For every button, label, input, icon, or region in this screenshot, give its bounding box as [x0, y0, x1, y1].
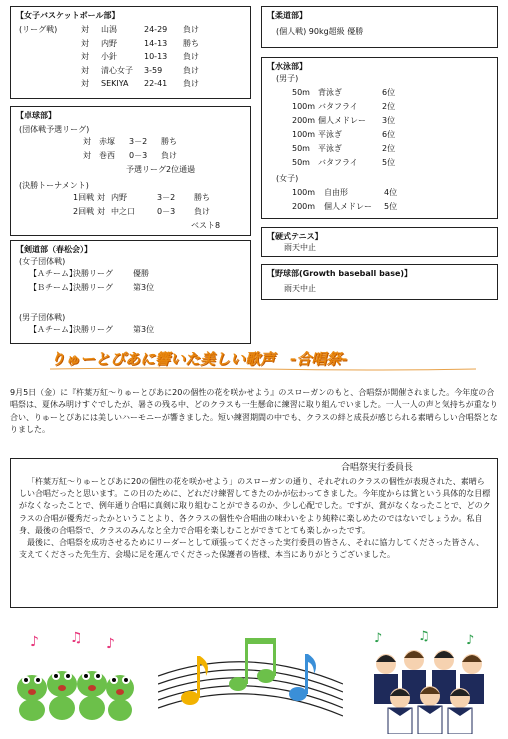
table-tennis-group-row-team: 巻西: [99, 151, 115, 160]
table-tennis-header: 【卓球部】: [16, 111, 56, 120]
swimming-male-row-dist: 50m: [292, 158, 310, 167]
swimming-male-row-dist: 200m: [292, 116, 316, 125]
basketball-row-team: 内野: [101, 38, 117, 48]
swimming-male-row-place: 6位: [382, 88, 396, 97]
svg-text:♫: ♫: [418, 629, 430, 644]
table-tennis-tournament-row-score: 3－2: [157, 193, 176, 202]
table-tennis-tournament-row-round: 1回戦: [73, 193, 95, 202]
swimming-male-row-place: 3位: [382, 116, 396, 125]
table-tennis-tournament-row-result: 勝ち: [194, 193, 210, 202]
swimming-female-row-event: 自由形: [324, 188, 348, 197]
basketball-league-label: (リーグ戦): [19, 25, 58, 34]
table-tennis-box: [10, 106, 251, 236]
baseball-box: [261, 264, 498, 300]
soft-tennis-header: 【硬式テニス】: [267, 232, 323, 241]
swimming-male-row-place: 2位: [382, 144, 396, 153]
basketball-row-vs: 対: [81, 38, 89, 48]
basketball-row-vs: 対: [81, 79, 89, 88]
svg-text:♪: ♪: [106, 636, 115, 652]
swimming-male-label: (男子): [276, 74, 299, 83]
basketball-row-vs: 対: [81, 52, 89, 61]
article-paragraph: 9月5日（金）に『杵葉万紅〜りゅーとぴあに20の個性の花を咲かせよう』のスローガンのもと、合唱祭が開催されました。今年度の合唱祭は、夏休み明けすぐでしたが、暑さの残る中、どのクラスも一生懸命に練習に取り組んでいました。一人一人の声と気持ちが重なり合い、りゅーとぴあには美しいハーモニーが響きました。短い練習期間の中でも、クラスの絆と成長が感じられる素晴らしい合唱祭となりました。: [10, 388, 498, 434]
kendo-female-row-place: 第3位: [133, 283, 155, 292]
table-tennis-group-row-score: 3－2: [129, 137, 148, 146]
basketball-row-score: 22-41: [144, 79, 168, 88]
table-tennis-group-result: 予選リーグ2位通過: [126, 165, 196, 174]
swimming-female-label: (女子): [276, 174, 299, 183]
baseball-result: 雨天中止: [284, 284, 316, 293]
kendo-header: 【剣道部（春松会）】: [16, 245, 92, 254]
basketball-box: [10, 6, 251, 99]
basketball-header: 【女子バスケットボール部】: [16, 11, 120, 20]
judo-result: (個人戦) 90kg超級 優勝: [276, 27, 364, 36]
article-title: りゅーとぴあに響いた美しい歌声 -合唱祭-: [50, 350, 348, 368]
svg-text:♫: ♫: [70, 630, 83, 646]
basketball-row-result: 負け: [183, 25, 199, 34]
swimming-male-row-place: 5位: [382, 158, 396, 167]
kendo-male-label: (男子団体戦): [19, 313, 66, 322]
kendo-female-label: (女子団体戦): [19, 257, 66, 266]
judo-header: 【柔道部】: [267, 11, 307, 20]
basketball-row-team: 山潟: [101, 25, 117, 34]
kendo-female-row-place: 優勝: [133, 269, 149, 278]
swimming-female-row-event: 個人メドレー: [324, 202, 372, 211]
table-tennis-group-row-result: 勝ち: [161, 137, 177, 146]
kendo-box: [10, 240, 251, 344]
swimming-male-row-dist: 50m: [292, 144, 310, 153]
committee-message: [19, 476, 491, 561]
basketball-row-vs: 対: [81, 25, 89, 34]
kendo-female-row-team: 【Ｂチーム】: [29, 283, 77, 292]
basketball-row-team: 清心女子: [101, 65, 133, 75]
table-tennis-tournament-row-vs: 対: [97, 193, 105, 202]
title-underline: [48, 366, 478, 372]
swimming-box: [261, 57, 498, 219]
table-tennis-tournament-row-score: 0－3: [157, 207, 176, 216]
committee-message-2: 最後に、合唱祭を成功させるためにリーダーとして頑張ってくださった実行委員の皆さん、それに協力してくださった皆さん、支えてくださった先生方、会場に足を運んでくださった保護者の皆様、本当にありがとうございました。: [19, 538, 484, 560]
swimming-male-row-event: 背泳ぎ: [318, 88, 342, 97]
swimming-male-row-event: バタフライ: [318, 158, 358, 167]
swimming-male-row-event: 平泳ぎ: [318, 130, 342, 139]
frog-choir-illustration: [10, 628, 138, 724]
table-tennis-group-row-score: 0－3: [129, 151, 148, 160]
basketball-row-result: 負け: [183, 65, 199, 75]
basketball-row-score: 10-13: [144, 52, 168, 61]
kendo-male-row-team: 【Ａチーム】: [29, 325, 77, 334]
swimming-male-row-event: 個人メドレー: [318, 116, 366, 125]
swimming-male-row-dist: 100m: [292, 102, 316, 111]
soft-tennis-box: [261, 227, 498, 257]
swimming-female-row-dist: 100m: [292, 188, 316, 197]
baseball-header: 【野球部(Growth baseball base)】: [267, 269, 413, 278]
kendo-male-row-place: 第3位: [133, 325, 155, 334]
committee-box: [10, 458, 498, 608]
swimming-header: 【水泳部】: [267, 62, 307, 71]
svg-text:♪: ♪: [30, 634, 39, 650]
table-tennis-group-row-vs: 対: [83, 151, 91, 160]
choir-children-illustration: [360, 626, 500, 734]
table-tennis-group-row-result: 負け: [161, 151, 177, 160]
basketball-row-score: 14-13: [144, 38, 168, 48]
basketball-row-score: 24-29: [144, 25, 168, 34]
table-tennis-group-row-team: 赤塚: [99, 137, 115, 146]
table-tennis-tournament-row-team: 中之口: [111, 207, 135, 216]
kendo-male-row-event: 決勝リーグ: [73, 325, 113, 334]
musical-notes-illustration: [158, 634, 343, 734]
basketball-row-team: SEKIYA: [101, 79, 129, 88]
swimming-male-row-dist: 50m: [292, 88, 310, 97]
committee-heading: 合唱祭実行委員長: [341, 463, 414, 473]
basketball-row-result: 勝ち: [183, 38, 199, 48]
swimming-male-row-place: 2位: [382, 102, 396, 111]
basketball-row-score: 3-59: [144, 65, 163, 75]
table-tennis-group-label: (団体戦予選リーグ): [19, 125, 90, 134]
swimming-male-row-event: 平泳ぎ: [318, 144, 342, 153]
kendo-female-row-event: 決勝リーグ: [73, 283, 113, 292]
swimming-female-row-place: 5位: [384, 202, 398, 211]
committee-message-1: 「杵葉万紅〜りゅーとぴあに20の個性の花を咲かせよう」のスローガンの通り、それぞれのクラスの個性が表現された、素晴らしい合唱だったと思います。この日のために、どれだけ練習してきたのかが伝わってきました。今年度からは賞という具体的な目標がなくなったことで、例年通り合唱に真剣に取り組むことができるのか、少し心配でした。ですが、賞がなくなったことで、どのクラスの合唱が優秀だったかということより、各クラスの個性や合唱曲の味わいをより純粋に楽しめたのではないでしょうか。私自身、最後の合唱祭で、クラスのみんなと全力で合唱を楽しむことができてとても楽しかったです。: [19, 477, 491, 535]
table-tennis-tournament-label: (決勝トーナメント): [19, 181, 89, 190]
kendo-female-row-event: 決勝リーグ: [73, 269, 113, 278]
swimming-male-row-event: バタフライ: [318, 102, 358, 111]
kendo-female-row-team: 【Ａチーム】: [29, 269, 77, 278]
basketball-row-team: 小針: [101, 52, 117, 61]
svg-text:♪: ♪: [466, 633, 475, 648]
basketball-row-result: 負け: [183, 52, 199, 61]
table-tennis-tournament-row-team: 内野: [111, 193, 127, 202]
swimming-female-row-dist: 200m: [292, 202, 316, 211]
swimming-male-row-place: 6位: [382, 130, 396, 139]
basketball-row-vs: 対: [81, 65, 89, 75]
swimming-male-row-dist: 100m: [292, 130, 316, 139]
table-tennis-tournament-row-vs: 対: [97, 207, 105, 216]
swimming-female-row-place: 4位: [384, 188, 398, 197]
soft-tennis-result: 雨天中止: [284, 243, 316, 252]
judo-box: [261, 6, 498, 48]
table-tennis-tournament-row-result: 負け: [194, 207, 210, 216]
table-tennis-group-row-vs: 対: [83, 137, 91, 146]
svg-text:♪: ♪: [374, 631, 383, 646]
table-tennis-final: ベスト8: [191, 221, 221, 230]
table-tennis-tournament-row-round: 2回戦: [73, 207, 95, 216]
basketball-row-result: 負け: [183, 79, 199, 88]
